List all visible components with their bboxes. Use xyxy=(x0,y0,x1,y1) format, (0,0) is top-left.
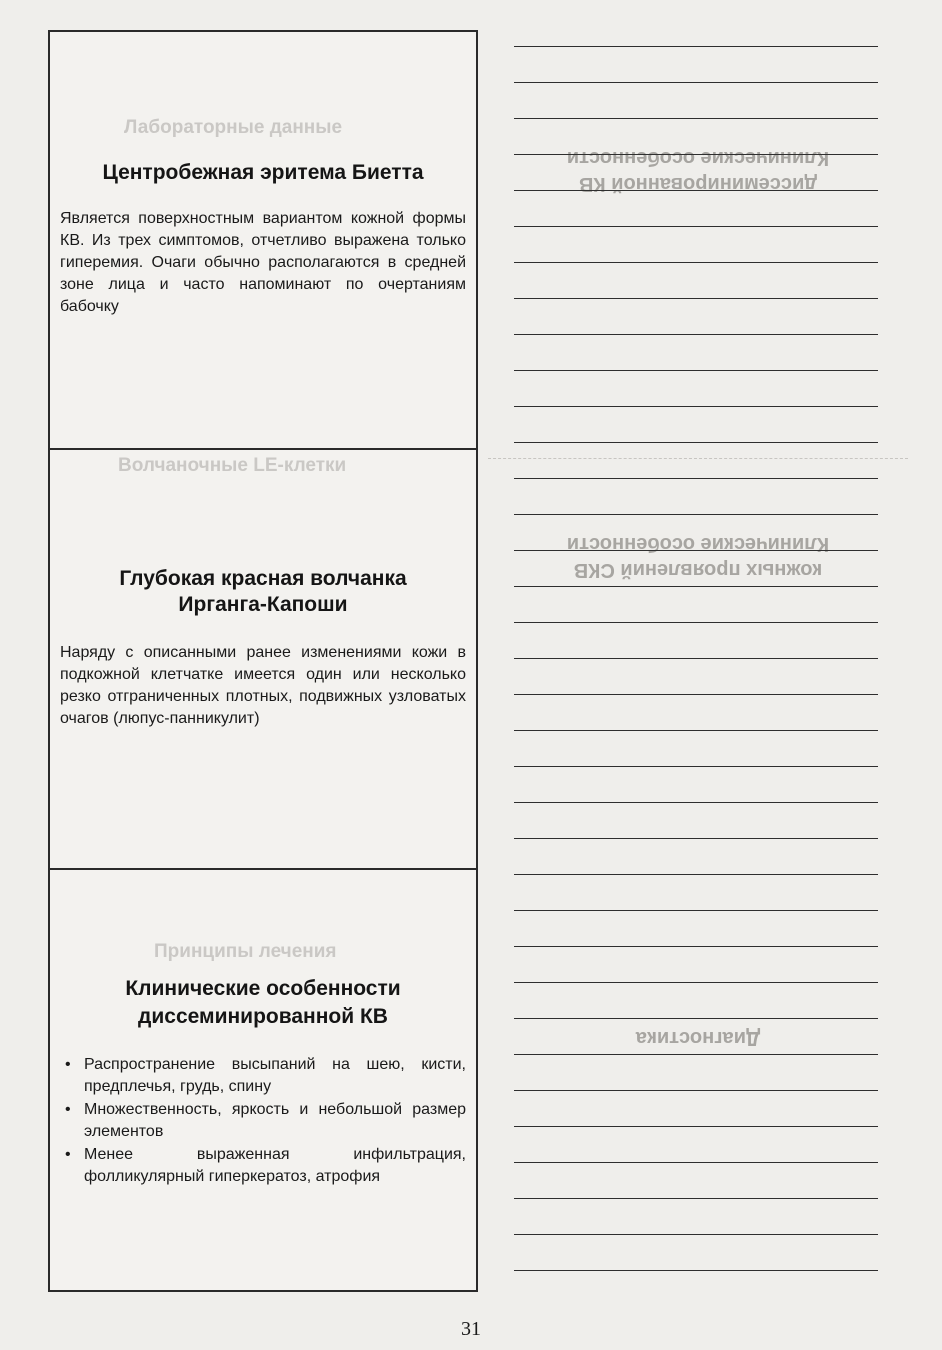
ghost-heading-le-cells: Волчаночные LE-клетки xyxy=(118,455,347,476)
note-line xyxy=(514,766,878,767)
mirrored-heading-1a: Клинические особенности xyxy=(566,147,830,169)
mirrored-heading-2a: Клинические особенности xyxy=(566,533,830,555)
mirrored-heading-2b: кожных проявлений СКВ xyxy=(573,559,823,581)
mirrored-heading-3: Диагностика xyxy=(635,1027,761,1049)
note-line xyxy=(514,46,878,47)
note-line xyxy=(514,586,878,587)
card-biett-erythema xyxy=(50,32,476,450)
left-card-column xyxy=(48,30,478,1292)
mirrored-heading-1b: диссеминированной КВ xyxy=(578,173,818,195)
note-line xyxy=(514,226,878,227)
card-title-line1: Клинические особенности xyxy=(125,977,401,1000)
card-body: Наряду с описанными ранее изменениями кожи в подкожной клетчатке имеется один или несколько резко отграниченных плотных, подвижных узловатых очагов (люпус-панникулит) xyxy=(60,644,466,727)
note-line xyxy=(514,838,878,839)
note-line xyxy=(514,1018,878,1019)
right-notes-column xyxy=(488,30,908,1312)
note-line xyxy=(514,1126,878,1127)
note-line xyxy=(514,1234,878,1235)
note-line xyxy=(514,1090,878,1091)
page-number: 31 xyxy=(461,1318,481,1340)
note-line xyxy=(514,1270,878,1271)
note-line xyxy=(514,118,878,119)
note-line xyxy=(514,622,878,623)
ghost-heading-lab: Лабораторные данные xyxy=(124,117,343,138)
note-line xyxy=(514,82,878,83)
note-line xyxy=(514,370,878,371)
feature-list xyxy=(60,1054,466,1189)
note-line xyxy=(514,910,878,911)
note-line xyxy=(514,478,878,479)
note-line xyxy=(514,262,878,263)
list-item: • Множественность, яркость и небольшой размер элементов xyxy=(60,1099,466,1143)
note-line xyxy=(514,442,878,443)
note-line xyxy=(514,802,878,803)
note-line xyxy=(514,406,878,407)
note-line xyxy=(514,946,878,947)
card-deep-lupus xyxy=(50,450,476,870)
note-line xyxy=(514,1198,878,1199)
note-line xyxy=(514,730,878,731)
note-line xyxy=(514,874,878,875)
card-body: Является поверхностным вариантом кожной формы КВ. Из трех симптомов, отчетливо выражена только гиперемия. Очаги обычно располагаются в средней зоне лица и часто напоминают по очертаниям бабочку xyxy=(60,210,466,315)
note-line xyxy=(514,298,878,299)
list-item: • Распространение высыпаний на шею, кисти, предплечья, грудь, спину xyxy=(60,1054,466,1098)
card-title: Центробежная эритема Биетта xyxy=(102,161,424,184)
card-title-line1: Глубокая красная волчанка xyxy=(119,567,407,590)
note-line xyxy=(514,658,878,659)
card-title-line2: диссеминированной КВ xyxy=(138,1005,388,1028)
note-line xyxy=(514,550,878,551)
card-disseminated-features xyxy=(50,870,476,1290)
ghost-heading-treatment: Принципы лечения xyxy=(154,941,337,962)
note-line xyxy=(514,334,878,335)
note-line xyxy=(514,982,878,983)
note-line xyxy=(514,694,878,695)
note-line xyxy=(514,1054,878,1055)
note-line xyxy=(514,190,878,191)
note-line xyxy=(514,154,878,155)
note-line xyxy=(514,514,878,515)
note-line xyxy=(514,1162,878,1163)
right-divider xyxy=(488,458,908,459)
card-title-line2: Ирганга-Капоши xyxy=(178,593,348,616)
list-item: • Менее выраженная инфильтрация, фолликулярный гиперкератоз, атрофия xyxy=(60,1144,466,1188)
